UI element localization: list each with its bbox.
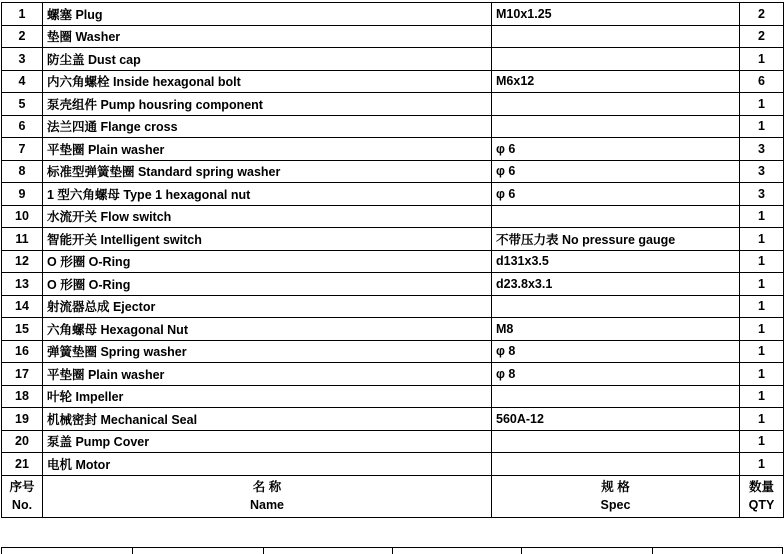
cell-no: 9 xyxy=(2,183,43,206)
cell-qty: 3 xyxy=(740,183,784,206)
cell-qty: 3 xyxy=(740,138,784,161)
cell-no: 11 xyxy=(2,228,43,251)
cell-qty: 3 xyxy=(740,160,784,183)
table-row xyxy=(2,115,784,138)
header-qty-en: QTY xyxy=(748,498,775,512)
cell-spec xyxy=(492,295,740,318)
cell-no: 5 xyxy=(2,93,43,116)
header-spec xyxy=(492,475,740,517)
cell-qty: 1 xyxy=(740,340,784,363)
table-body xyxy=(2,3,784,476)
cell-no: 19 xyxy=(2,408,43,431)
header-no xyxy=(2,475,43,517)
table-row xyxy=(2,363,784,386)
cell-spec: φ 6 xyxy=(492,160,740,183)
cell-name: 叶轮 Impeller xyxy=(43,385,492,408)
header-no-en: No. xyxy=(11,498,33,512)
header-name-en: Name xyxy=(249,498,285,512)
cell-spec xyxy=(492,48,740,71)
table-row xyxy=(2,385,784,408)
cell-spec: M6x12 xyxy=(492,70,740,93)
cell-name: 1 型六角螺母 Type 1 hexagonal nut xyxy=(43,183,492,206)
cell-qty: 1 xyxy=(740,93,784,116)
table-row xyxy=(2,25,784,48)
cell-name: 电机 Motor xyxy=(43,453,492,476)
header-qty xyxy=(740,475,784,517)
cell-no: 14 xyxy=(2,295,43,318)
table-row xyxy=(2,183,784,206)
cell-no: 18 xyxy=(2,385,43,408)
cell-name: 防尘盖 Dust cap xyxy=(43,48,492,71)
header-spec-en: Spec xyxy=(600,498,631,512)
cell-qty: 1 xyxy=(740,250,784,273)
cell-qty: 1 xyxy=(740,363,784,386)
table-row xyxy=(2,138,784,161)
table-row xyxy=(2,295,784,318)
cell-no: 10 xyxy=(2,205,43,228)
cell-qty: 1 xyxy=(740,430,784,453)
table-row xyxy=(2,408,784,431)
cell-name: 泵壳组件 Pump housring component xyxy=(43,93,492,116)
cell-qty: 2 xyxy=(740,25,784,48)
cell-spec: M10x1.25 xyxy=(492,3,740,26)
cell-name: 射流器总成 Ejector xyxy=(43,295,492,318)
cell-name: 水流开关 Flow switch xyxy=(43,205,492,228)
header-no-cn: 序号 xyxy=(9,480,35,494)
cell-spec xyxy=(492,453,740,476)
cell-no: 20 xyxy=(2,430,43,453)
table-row xyxy=(2,48,784,71)
cell-no: 1 xyxy=(2,3,43,26)
cell-spec: 不带压力表 No pressure gauge xyxy=(492,228,740,251)
cell-no: 4 xyxy=(2,70,43,93)
cell-qty: 1 xyxy=(740,318,784,341)
cell-qty: 1 xyxy=(740,295,784,318)
cell-spec xyxy=(492,93,740,116)
cell-qty: 1 xyxy=(740,273,784,296)
table-row xyxy=(2,318,784,341)
cell-name: O 形圈 O-Ring xyxy=(43,250,492,273)
cell-no: 16 xyxy=(2,340,43,363)
cell-spec: φ 6 xyxy=(492,138,740,161)
cell-name: 机械密封 Mechanical Seal xyxy=(43,408,492,431)
table-row xyxy=(2,273,784,296)
cell-qty: 1 xyxy=(740,453,784,476)
table-row xyxy=(2,430,784,453)
cell-name: 六角螺母 Hexagonal Nut xyxy=(43,318,492,341)
header-name xyxy=(43,475,492,517)
table-row xyxy=(2,3,784,26)
cell-spec: φ 8 xyxy=(492,340,740,363)
cell-name: 垫圈 Washer xyxy=(43,25,492,48)
header-spec-cn: 规 格 xyxy=(601,480,630,494)
cell-spec: M8 xyxy=(492,318,740,341)
table-row xyxy=(2,453,784,476)
cell-no: 17 xyxy=(2,363,43,386)
cell-name: 螺塞 Plug xyxy=(43,3,492,26)
cell-qty: 1 xyxy=(740,48,784,71)
cell-qty: 1 xyxy=(740,205,784,228)
cell-no: 13 xyxy=(2,273,43,296)
cell-no: 21 xyxy=(2,453,43,476)
cell-spec xyxy=(492,205,740,228)
cell-qty: 1 xyxy=(740,408,784,431)
cell-spec: φ 6 xyxy=(492,183,740,206)
cell-no: 8 xyxy=(2,160,43,183)
cell-no: 7 xyxy=(2,138,43,161)
cell-no: 6 xyxy=(2,115,43,138)
cell-name: 标准型弹簧垫圈 Standard spring washer xyxy=(43,160,492,183)
table-row xyxy=(2,228,784,251)
cell-name: 弹簧垫圈 Spring washer xyxy=(43,340,492,363)
cell-name: 平垫圈 Plain washer xyxy=(43,363,492,386)
table-row xyxy=(2,70,784,93)
cell-spec: 560A-12 xyxy=(492,408,740,431)
table-row xyxy=(2,160,784,183)
cell-no: 15 xyxy=(2,318,43,341)
cell-spec xyxy=(492,115,740,138)
cell-qty: 1 xyxy=(740,115,784,138)
cell-no: 3 xyxy=(2,48,43,71)
header-name-cn: 名 称 xyxy=(252,480,282,494)
cell-qty: 2 xyxy=(740,3,784,26)
cell-spec xyxy=(492,430,740,453)
cell-spec: d131x3.5 xyxy=(492,250,740,273)
cell-spec xyxy=(492,25,740,48)
header-qty-cn: 数量 xyxy=(748,480,774,494)
cell-name: 智能开关 Intelligent switch xyxy=(43,228,492,251)
table-row xyxy=(2,340,784,363)
table-row xyxy=(2,250,784,273)
title-block-edge xyxy=(1,547,783,554)
cell-spec: φ 8 xyxy=(492,363,740,386)
cell-qty: 1 xyxy=(740,385,784,408)
cell-spec xyxy=(492,385,740,408)
cell-no: 2 xyxy=(2,25,43,48)
cell-name: 法兰四通 Flange cross xyxy=(43,115,492,138)
cell-qty: 1 xyxy=(740,228,784,251)
cell-name: 泵盖 Pump Cover xyxy=(43,430,492,453)
bill-of-materials-table xyxy=(1,2,784,518)
cell-qty: 6 xyxy=(740,70,784,93)
cell-name: O 形圈 O-Ring xyxy=(43,273,492,296)
cell-no: 12 xyxy=(2,250,43,273)
cell-spec: d23.8x3.1 xyxy=(492,273,740,296)
cell-name: 内六角螺栓 Inside hexagonal bolt xyxy=(43,70,492,93)
table-row xyxy=(2,205,784,228)
column-header-row xyxy=(2,475,784,517)
cell-name: 平垫圈 Plain washer xyxy=(43,138,492,161)
table-row xyxy=(2,93,784,116)
